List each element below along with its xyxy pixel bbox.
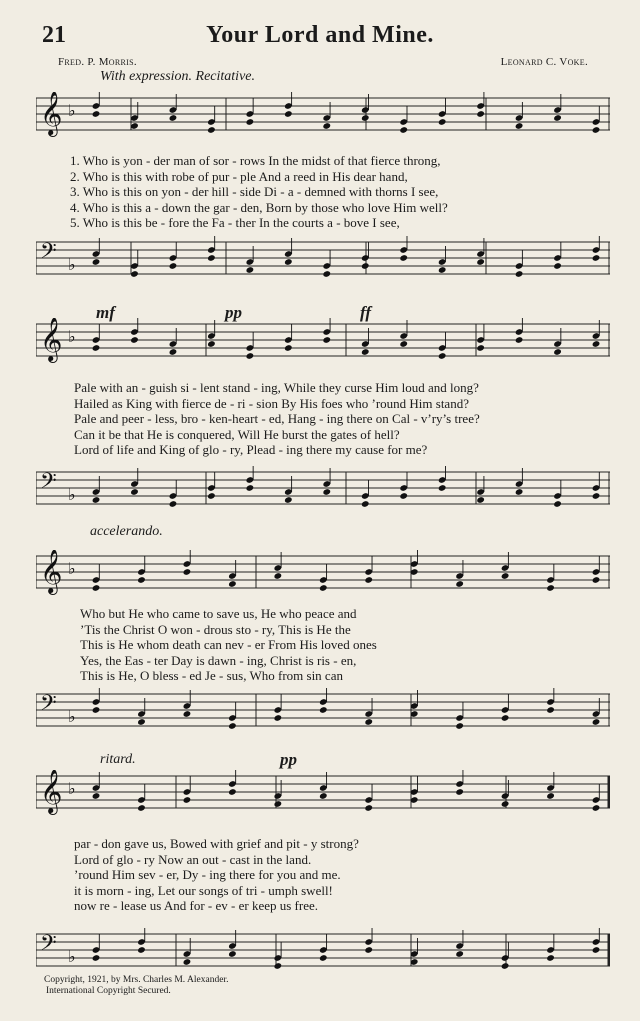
- note-head: [169, 114, 178, 122]
- note-head: [92, 792, 101, 800]
- note-head: [361, 262, 370, 270]
- note-head: [476, 496, 485, 504]
- dynamic-pp-2: pp: [280, 750, 297, 769]
- note-head: [274, 962, 283, 970]
- verse-line: Lord of life and King of glo - ry, Plead - ing there my cause for me?: [74, 442, 428, 457]
- note-head: [592, 718, 601, 726]
- key-flat-icon: ♭: [68, 947, 76, 966]
- note-head: [546, 584, 555, 592]
- note-head: [361, 348, 370, 356]
- note-head: [438, 118, 447, 126]
- verse-line: 5. Who is this be - fore the Fa - ther In the courts a - bove I see,: [70, 215, 400, 230]
- note-head: [284, 258, 293, 266]
- note-head: [546, 792, 555, 800]
- note-head: [501, 800, 510, 808]
- dynamic-pp: pp: [225, 303, 242, 322]
- note-head: [399, 254, 408, 262]
- note-head: [284, 344, 293, 352]
- tempo-direction: With expression. Recitative.: [100, 69, 255, 84]
- note-head: [228, 580, 237, 588]
- note-head: [137, 718, 146, 726]
- dynamic-ff: ff: [360, 303, 372, 322]
- note-head: [553, 262, 562, 270]
- note-head: [592, 254, 601, 262]
- note-head: [364, 804, 373, 812]
- note-head: [169, 348, 178, 356]
- note-head: [364, 718, 373, 726]
- note-head: [455, 788, 464, 796]
- treble-clef-icon: 𝄞: [40, 550, 63, 593]
- composer-credit: Leonard C. Voke.: [500, 56, 588, 68]
- lyrics-block-2: [74, 380, 619, 458]
- verse-line: Pale with an - guish si - lent stand - ing, While they curse Him loud and long?: [74, 380, 479, 395]
- copyright-notice: [44, 975, 228, 997]
- treble-clef-icon: 𝄞: [40, 92, 63, 135]
- bass-clef-icon: 𝄢: [40, 691, 57, 721]
- bass-clef-icon: 𝄢: [40, 239, 57, 269]
- note-head: [364, 946, 373, 954]
- note-head: [592, 804, 601, 812]
- note-head: [319, 584, 328, 592]
- note-head: [274, 714, 283, 722]
- lyrics-block-4: [74, 836, 594, 914]
- note-head: [322, 336, 331, 344]
- note-head: [546, 954, 555, 962]
- verse-line: Who but He who came to save us, He who peace and: [80, 606, 357, 621]
- note-head: [361, 114, 370, 122]
- note-head: [438, 266, 447, 274]
- note-head: [476, 110, 485, 118]
- note-head: [361, 500, 370, 508]
- note-head: [319, 954, 328, 962]
- note-head: [246, 352, 255, 360]
- note-head: [515, 336, 524, 344]
- note-head: [501, 714, 510, 722]
- treble-staff-1: [36, 92, 610, 148]
- verse-line: This is He, O bless - ed Je - sus, Who from sin can: [80, 668, 343, 683]
- copyright-line: International Copyright Secured.: [46, 986, 171, 996]
- note-head: [92, 258, 101, 266]
- note-head: [455, 950, 464, 958]
- note-head: [284, 496, 293, 504]
- verse-line: 3. Who is this on yon - der hill - side Di - a - demned with thorns I see,: [70, 184, 439, 199]
- ritard-direction: ritard.: [100, 752, 136, 767]
- verse-line: 2. Who is this with robe of pur - ple And a reed in His dear hand,: [70, 168, 408, 184]
- note-head: [246, 266, 255, 274]
- hymn-number: 21: [42, 22, 66, 48]
- note-head: [592, 946, 601, 954]
- verse-line: This is He whom death can nev - er From His loved ones: [80, 637, 377, 652]
- note-head: [592, 126, 601, 134]
- note-head: [274, 572, 283, 580]
- note-head: [183, 710, 192, 718]
- note-head: [399, 492, 408, 500]
- verse-line: it is morn - ing, Let our songs of tri - umph swell!: [74, 882, 333, 898]
- note-head: [274, 800, 283, 808]
- treble-clef-icon: 𝄞: [40, 318, 63, 361]
- key-flat-icon: ♭: [68, 101, 76, 120]
- note-head: [207, 340, 216, 348]
- bass-staff-2: [36, 466, 610, 522]
- verse-line: Yes, the Eas - ter Day is dawn - ing, Christ is ris - en,: [80, 652, 357, 668]
- note-head: [546, 706, 555, 714]
- key-flat-icon: ♭: [68, 485, 76, 504]
- note-head: [183, 568, 192, 576]
- note-head: [246, 118, 255, 126]
- author-credit: Fred. P. Morris.: [58, 56, 137, 68]
- note-head: [553, 348, 562, 356]
- note-head: [501, 962, 510, 970]
- note-head: [438, 352, 447, 360]
- note-head: [592, 340, 601, 348]
- note-head: [92, 584, 101, 592]
- note-head: [246, 484, 255, 492]
- verse-line: 1. Who is yon - der man of sor - rows In the midst of that fierce throng,: [70, 153, 441, 168]
- key-flat-icon: ♭: [68, 327, 76, 346]
- note-head: [92, 706, 101, 714]
- note-head: [169, 262, 178, 270]
- note-head: [92, 496, 101, 504]
- note-head: [364, 576, 373, 584]
- dynamic-mf: mf: [96, 303, 115, 322]
- note-head: [455, 580, 464, 588]
- note-head: [476, 258, 485, 266]
- note-head: [207, 126, 216, 134]
- note-head: [228, 950, 237, 958]
- treble-clef-icon: 𝄞: [40, 770, 63, 813]
- note-head: [228, 788, 237, 796]
- accelerando-direction: accelerando.: [90, 524, 163, 539]
- note-head: [592, 492, 601, 500]
- verse-line: Lord of glo - ry Now an out - cast in the land.: [74, 851, 312, 867]
- treble-staff-2: [36, 318, 610, 374]
- verse-line: par - don gave us, Bowed with grief and pit - y strong?: [74, 836, 359, 851]
- bass-clef-icon: 𝄢: [40, 469, 57, 499]
- note-head: [228, 722, 237, 730]
- note-head: [515, 270, 524, 278]
- note-head: [92, 344, 101, 352]
- copyright-line: Copyright, 1921, by Mrs. Charles M. Alexander.: [44, 975, 229, 985]
- note-head: [322, 488, 331, 496]
- note-head: [438, 484, 447, 492]
- note-head: [130, 488, 139, 496]
- note-head: [592, 576, 601, 584]
- note-head: [92, 954, 101, 962]
- note-head: [455, 722, 464, 730]
- note-head: [476, 344, 485, 352]
- hymn-title: Your Lord and Mine.: [206, 22, 434, 48]
- note-head: [284, 110, 293, 118]
- note-head: [92, 110, 101, 118]
- note-head: [183, 796, 192, 804]
- note-head: [322, 122, 331, 130]
- verse-line: ’Tis the Christ O won - drous sto - ry, This is He the: [80, 621, 351, 637]
- note-head: [515, 488, 524, 496]
- key-flat-icon: ♭: [68, 707, 76, 726]
- treble-staff-3: [36, 550, 610, 606]
- treble-staff-4: [36, 770, 610, 826]
- note-head: [515, 122, 524, 130]
- bass-clef-icon: 𝄢: [40, 931, 57, 961]
- bass-staff-3: [36, 688, 610, 744]
- note-head: [207, 492, 216, 500]
- note-head: [137, 946, 146, 954]
- note-head: [553, 500, 562, 508]
- note-head: [169, 500, 178, 508]
- note-head: [501, 572, 510, 580]
- verse-line: Hailed as King with fierce de - ri - sion By His foes who ’round Him stand?: [74, 395, 469, 411]
- verse-line: ’round Him sev - er, Dy - ing there for you and me.: [74, 867, 341, 882]
- lyrics-block-3: [80, 606, 600, 684]
- verse-line: Can it be that He is conquered, Will He burst the gates of hell?: [74, 426, 400, 442]
- key-flat-icon: ♭: [68, 255, 76, 274]
- note-head: [130, 336, 139, 344]
- note-head: [183, 958, 192, 966]
- key-flat-icon: ♭: [68, 559, 76, 578]
- lyrics-block-1: [70, 153, 615, 231]
- note-head: [399, 126, 408, 134]
- bass-staff-1: [36, 236, 610, 292]
- verse-line: now re - lease us And for - ev - er keep us free.: [74, 898, 319, 913]
- note-head: [137, 576, 146, 584]
- note-head: [207, 254, 216, 262]
- note-head: [319, 792, 328, 800]
- key-flat-icon: ♭: [68, 779, 76, 798]
- note-head: [399, 340, 408, 348]
- verse-line: Pale and peer - less, bro - ken-heart - ed, Hang - ing there on Cal - v’ry’s tree?: [74, 411, 480, 426]
- verse-line: 4. Who is this a - down the gar - den, Born by those who love Him well?: [70, 199, 448, 215]
- note-head: [319, 706, 328, 714]
- note-head: [322, 270, 331, 278]
- note-head: [137, 804, 146, 812]
- note-head: [553, 114, 562, 122]
